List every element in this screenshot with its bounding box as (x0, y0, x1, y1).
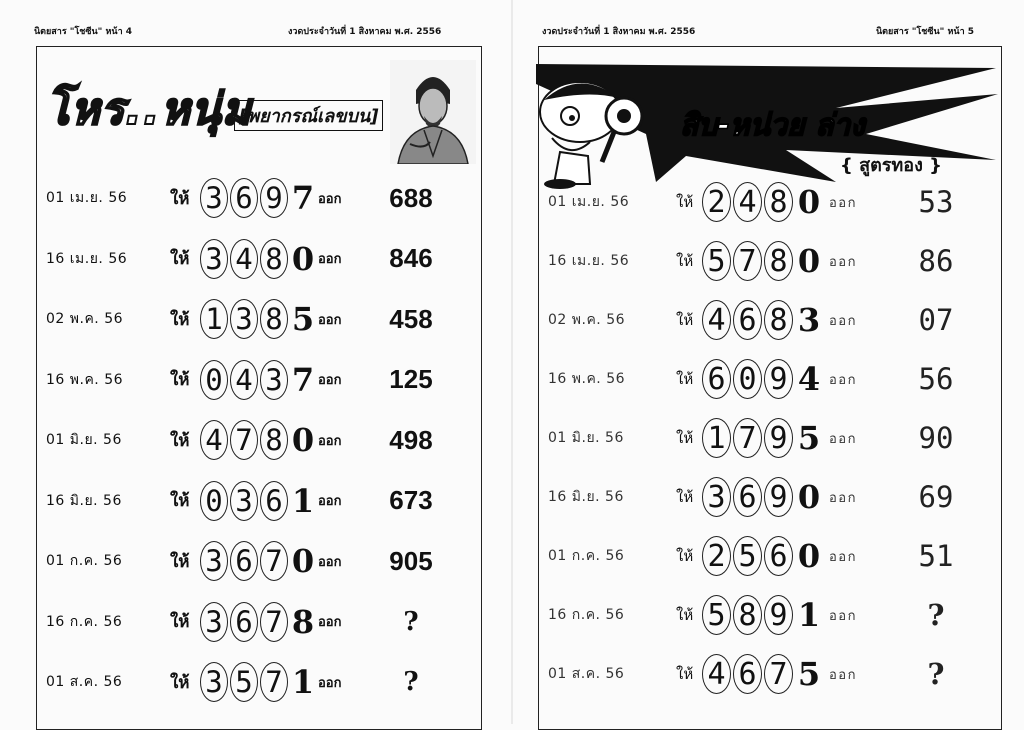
plain-digit: 7 (291, 179, 315, 217)
plain-digit: 4 (797, 360, 821, 398)
circled-digit: 4 (733, 182, 762, 222)
circled-digit: 2 (702, 536, 731, 576)
give-label: ให้ (676, 665, 694, 683)
circled-digit: 8 (260, 420, 288, 460)
draw-date: 16 พ.ค. 56 (548, 371, 626, 387)
predicted-digits (200, 239, 316, 279)
out-label: ออก (318, 554, 342, 570)
draw-result: 69 (918, 480, 954, 514)
plain-digit: 1 (291, 663, 315, 701)
cartoon-detective-icon (530, 72, 660, 190)
left-page-title: โหร..หนุ่ม (46, 84, 252, 135)
give-label: ให้ (676, 429, 694, 447)
circled-digit: 3 (702, 477, 731, 517)
circled-digit: 9 (764, 477, 793, 517)
right-header-magazine: นิตยสาร "โชซีน" หน้า 5 (876, 27, 975, 37)
prediction-row (548, 595, 981, 635)
give-label: ให้ (676, 193, 694, 211)
prediction-row (46, 541, 448, 581)
out-label: ออก (829, 608, 857, 624)
left-header-magazine: นิตยสาร "โชซีน" หน้า 4 (34, 27, 133, 37)
circled-digit: 4 (230, 239, 258, 279)
circled-digit: 5 (230, 662, 258, 702)
circled-digit: 1 (200, 299, 228, 339)
left-page (6, 14, 502, 720)
give-label: ให้ (170, 188, 190, 209)
left-header-issue-date: งวดประจำวันที่ 1 สิงหาคม พ.ศ. 2556 (288, 27, 442, 37)
circled-digit: 3 (230, 299, 258, 339)
prediction-row (548, 418, 981, 458)
give-label: ให้ (170, 551, 190, 572)
prediction-row (46, 299, 448, 339)
circled-digit: 0 (733, 359, 762, 399)
predicted-digits (200, 178, 316, 218)
draw-result: 56 (918, 362, 954, 396)
circled-digit: 6 (702, 359, 731, 399)
give-label: ให้ (676, 547, 694, 565)
out-label: ออก (829, 490, 857, 506)
predicted-digits (200, 662, 316, 702)
circled-digit: 7 (230, 420, 258, 460)
prediction-row (548, 182, 981, 222)
circled-digit: 7 (260, 662, 288, 702)
circled-digit: 7 (260, 602, 288, 642)
draw-date: 01 เม.ย. 56 (548, 194, 630, 210)
circled-digit: 0 (200, 481, 228, 521)
out-label: ออก (318, 615, 342, 630)
circled-digit: 5 (702, 241, 731, 281)
out-label: ออก (318, 373, 342, 388)
give-label: ให้ (170, 370, 190, 390)
out-label: ออก (829, 195, 857, 211)
draw-result: 86 (918, 244, 954, 278)
circled-digit: 7 (764, 654, 793, 694)
draw-date: 16 มิ.ย. 56 (46, 492, 122, 509)
predicted-digits (702, 300, 823, 340)
plain-digit: 5 (797, 655, 821, 693)
draw-result: 07 (918, 303, 954, 337)
give-label: ให้ (170, 249, 190, 269)
draw-result: 51 (918, 539, 954, 573)
give-label: ให้ (170, 612, 190, 632)
out-label: ออก (829, 313, 857, 329)
out-label: ออก (829, 667, 857, 683)
out-label: ออก (318, 191, 342, 207)
circled-digit: 3 (230, 481, 258, 521)
draw-result: ? (927, 657, 945, 691)
out-label: ออก (829, 372, 857, 388)
draw-result: ? (403, 667, 419, 697)
circled-digit: 2 (702, 182, 731, 222)
plain-digit: 5 (291, 300, 315, 338)
circled-digit: 6 (230, 602, 258, 642)
draw-date: 01 ส.ค. 56 (46, 674, 123, 690)
circled-digit: 8 (764, 182, 793, 222)
draw-result: ? (927, 598, 945, 632)
plain-digit: 0 (797, 242, 821, 280)
draw-date: 01 ส.ค. 56 (548, 666, 625, 682)
plain-digit: 1 (797, 596, 821, 634)
plain-digit: 0 (797, 183, 821, 221)
draw-result: 846 (389, 243, 433, 273)
draw-result: 90 (918, 421, 954, 455)
circled-digit: 8 (260, 239, 288, 279)
circled-digit: 9 (764, 359, 793, 399)
predicted-digits (200, 481, 316, 521)
circled-digit: 3 (260, 360, 288, 400)
draw-date: 01 ก.ค. 56 (46, 553, 123, 569)
out-label: ออก (318, 494, 342, 509)
prediction-row (548, 477, 981, 517)
plain-digit: 0 (797, 537, 821, 575)
plain-digit: 8 (291, 602, 315, 641)
circled-digit: 1 (702, 418, 731, 458)
plain-digit: 0 (797, 478, 821, 516)
draw-date: 01 มิ.ย. 56 (548, 430, 624, 446)
prediction-row (46, 178, 448, 218)
predicted-digits (702, 241, 823, 281)
predicted-digits (702, 536, 823, 576)
astrologer-portrait-icon (390, 60, 476, 164)
give-label: ให้ (170, 430, 190, 451)
draw-date: 01 ก.ค. 56 (548, 548, 625, 564)
circled-digit: 7 (733, 418, 762, 458)
draw-date: 02 พ.ค. 56 (46, 311, 124, 327)
predicted-digits (702, 654, 823, 694)
circled-digit: 3 (200, 178, 228, 218)
circled-digit: 3 (200, 239, 228, 279)
circled-digit: 6 (733, 654, 762, 694)
predicted-digits (702, 477, 823, 517)
draw-result: 688 (389, 182, 433, 213)
circled-digit: 4 (230, 360, 258, 400)
circled-digit: 7 (260, 541, 288, 581)
right-page-subtitle: { สูตรทอง } (840, 155, 942, 176)
draw-date: 16 เม.ย. 56 (548, 253, 630, 269)
give-label: ให้ (676, 488, 694, 506)
prediction-row (46, 481, 448, 521)
prediction-row (548, 300, 981, 340)
circled-digit: 9 (260, 178, 288, 218)
prediction-row (46, 602, 448, 642)
left-page-subtitle: [พยากรณ์เลขบน] (234, 100, 383, 131)
prediction-row (548, 536, 981, 576)
prediction-row (46, 360, 448, 400)
draw-date: 01 มิ.ย. 56 (46, 432, 122, 448)
out-label: ออก (829, 254, 857, 270)
plain-digit: 0 (291, 542, 315, 580)
draw-result: 905 (389, 545, 433, 576)
give-label: ให้ (676, 252, 694, 270)
plain-digit: 5 (797, 419, 821, 457)
circled-digit: 6 (230, 178, 258, 218)
right-page-title: สิบ-หน่วย ล่าง (680, 108, 865, 143)
plain-digit: 3 (797, 301, 821, 339)
draw-date: 16 เม.ย. 56 (46, 250, 128, 267)
plain-digit: 0 (291, 421, 315, 459)
circled-digit: 3 (200, 541, 228, 581)
circled-digit: 8 (764, 300, 793, 340)
give-label: ให้ (676, 606, 694, 624)
circled-digit: 6 (733, 300, 762, 340)
draw-date: 16 ก.ค. 56 (548, 607, 625, 623)
predicted-digits (702, 595, 823, 635)
out-label: ออก (318, 252, 342, 267)
out-label: ออก (829, 431, 857, 447)
circled-digit: 8 (733, 595, 762, 635)
give-label: ให้ (676, 370, 694, 388)
draw-result: 498 (389, 424, 433, 455)
circled-digit: 3 (200, 662, 228, 702)
out-label: ออก (318, 312, 342, 328)
give-label: ให้ (170, 672, 190, 693)
give-label: ให้ (170, 309, 190, 330)
out-label: ออก (318, 433, 342, 449)
circled-digit: 6 (230, 541, 258, 581)
prediction-row (548, 359, 981, 399)
right-header-issue-date: งวดประจำวันที่ 1 สิงหาคม พ.ศ. 2556 (542, 27, 696, 37)
draw-result: 458 (389, 303, 433, 334)
page-spine (511, 0, 513, 724)
give-label: ให้ (676, 311, 694, 329)
predicted-digits (702, 359, 823, 399)
predicted-digits (200, 602, 316, 642)
give-label: ให้ (170, 491, 190, 511)
draw-date: 16 พ.ค. 56 (46, 371, 124, 388)
circled-digit: 9 (764, 418, 793, 458)
predicted-digits (702, 182, 823, 222)
prediction-row (46, 239, 448, 279)
draw-date: 16 ก.ค. 56 (46, 613, 123, 630)
circled-digit: 8 (764, 241, 793, 281)
circled-digit: 5 (733, 536, 762, 576)
plain-digit: 7 (291, 360, 315, 399)
predicted-digits (702, 418, 823, 458)
predicted-digits (200, 541, 316, 581)
circled-digit: 4 (200, 420, 228, 460)
circled-digit: 6 (764, 536, 793, 576)
circled-digit: 0 (200, 360, 228, 400)
draw-date: 02 พ.ค. 56 (548, 312, 626, 328)
predicted-digits (200, 360, 316, 400)
circled-digit: 3 (200, 602, 228, 642)
circled-digit: 5 (702, 595, 731, 635)
prediction-row (46, 420, 448, 460)
prediction-row (548, 241, 981, 281)
draw-result: 53 (918, 185, 954, 219)
draw-date: 16 มิ.ย. 56 (548, 489, 624, 505)
draw-date: 01 เม.ย. 56 (46, 190, 128, 206)
draw-result: 125 (389, 364, 433, 394)
right-page (520, 14, 1018, 720)
plain-digit: 1 (291, 481, 315, 520)
draw-result: ? (403, 606, 419, 637)
circled-digit: 7 (733, 241, 762, 281)
circled-digit: 9 (764, 595, 793, 635)
circled-digit: 6 (733, 477, 762, 517)
circled-digit: 8 (260, 299, 288, 339)
circled-digit: 6 (260, 481, 288, 521)
circled-digit: 4 (702, 300, 731, 340)
prediction-row (46, 662, 448, 702)
circled-digit: 4 (702, 654, 731, 694)
predicted-digits (200, 299, 316, 339)
out-label: ออก (829, 549, 857, 565)
draw-result: 673 (389, 485, 433, 515)
plain-digit: 0 (291, 239, 315, 278)
prediction-row (548, 654, 981, 694)
predicted-digits (200, 420, 316, 460)
out-label: ออก (318, 675, 342, 691)
